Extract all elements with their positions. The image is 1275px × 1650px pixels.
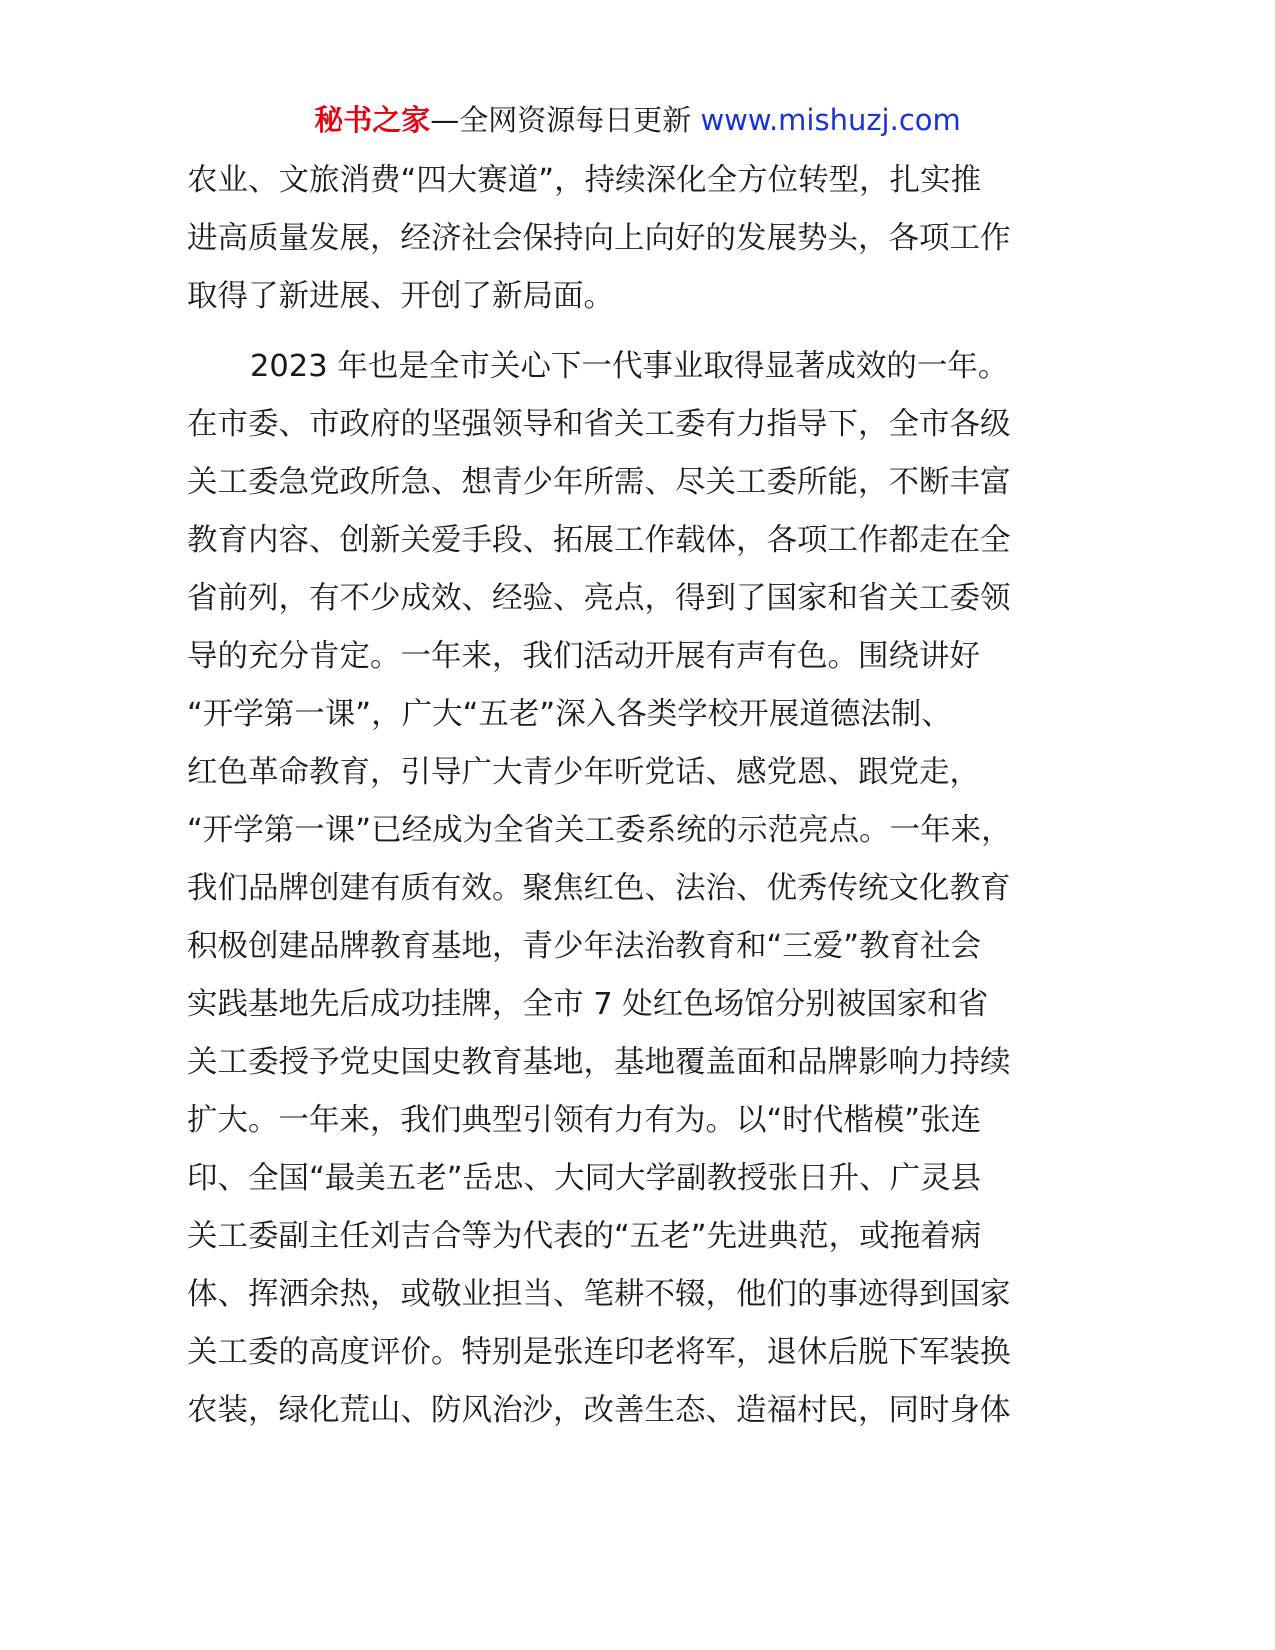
text-line: 实践基地先后成功挂牌，全市 7 处红色场馆分别被国家和省 (187, 987, 989, 1022)
text-line: 红色革命教育，引导广大青少年听党话、感党恩、跟党走， (187, 755, 980, 790)
text-line: 印、全国“最美五老”岳忠、大同大学副教授张日升、广灵县 (187, 1161, 982, 1196)
site-header (0, 100, 1275, 140)
text-line: 关工委授予党史国史教育基地，基地覆盖面和品牌影响力持续 (187, 1045, 1011, 1080)
text-line: 关工委副主任刘吉合等为代表的“五老”先进典范，或拖着病 (187, 1219, 982, 1254)
text-line: 教育内容、创新关爱手段、拓展工作载体，各项工作都走在全 (187, 523, 1011, 558)
site-url-link[interactable]: www.mishuzj.com (700, 103, 961, 137)
paragraph-2 (187, 338, 1087, 1440)
text-line: “开学第一课”已经成为全省关工委系统的示范亮点。一年来， (187, 813, 1012, 848)
site-tagline: —全网资源每日更新 (430, 103, 701, 137)
text-line: 积极创建品牌教育基地，青少年法治教育和“三爱”教育社会 (187, 929, 982, 964)
text-line: 关工委急党政所急、想青少年所需、尽关工委所能，不断丰富 (187, 465, 1011, 500)
text-line: 取得了新进展、开创了新局面。 (187, 279, 614, 314)
document-body (187, 152, 1087, 1440)
text-line: 省前列，有不少成效、经验、亮点，得到了国家和省关工委领 (187, 581, 1011, 616)
text-line: 进高质量发展，经济社会保持向上向好的发展势头，各项工作 (187, 221, 1011, 256)
text-line: 农装，绿化荒山、防风治沙，改善生态、造福村民，同时身体 (187, 1393, 1011, 1428)
text-line: 在市委、市政府的坚强领导和省关工委有力指导下，全市各级 (187, 407, 1011, 442)
text-line: 关工委的高度评价。特别是张连印老将军，退休后脱下军装换 (187, 1335, 1011, 1370)
text-line: 体、挥洒余热，或敬业担当、笔耕不辍，他们的事迹得到国家 (187, 1277, 1011, 1312)
paragraph-1 (187, 152, 1087, 326)
text-line: 2023 年也是全市关心下一代事业取得显著成效的一年。 (250, 349, 1009, 384)
text-line: 导的充分肯定。一年来，我们活动开展有声有色。围绕讲好 (187, 639, 980, 674)
text-line: “开学第一课”，广大“五老”深入各类学校开展道德法制、 (187, 697, 952, 732)
site-brand: 秘书之家 (314, 103, 431, 137)
text-line: 我们品牌创建有质有效。聚焦红色、法治、优秀传统文化教育 (187, 871, 1011, 906)
text-line: 扩大。一年来，我们典型引领有力有为。以“时代楷模”张连 (187, 1103, 982, 1138)
text-line: 农业、文旅消费“四大赛道”，持续深化全方位转型，扎实推 (187, 163, 982, 198)
